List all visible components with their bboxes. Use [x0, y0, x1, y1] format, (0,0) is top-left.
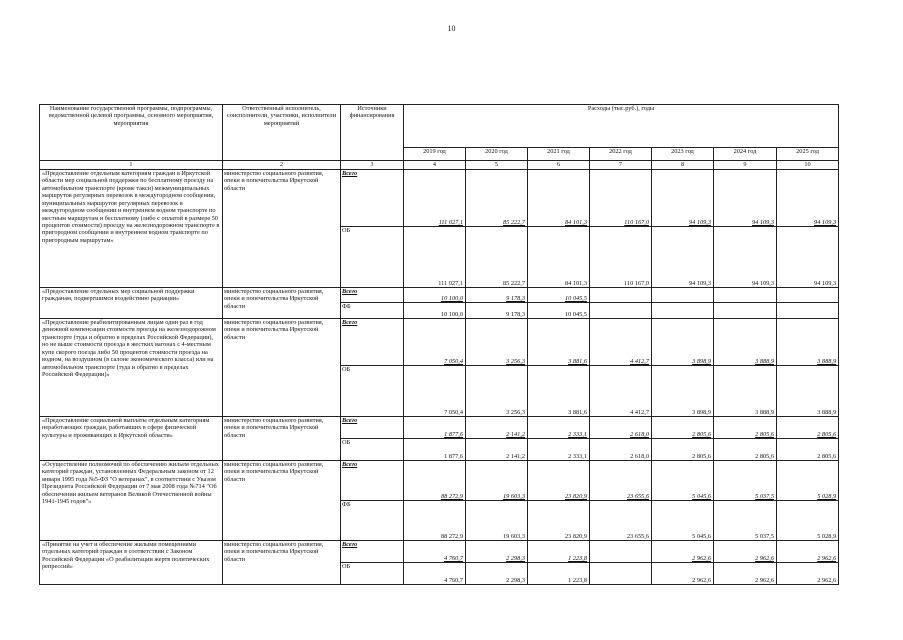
value-total: 2 962,6: [652, 541, 714, 563]
value-ob: 2 962,6: [652, 563, 714, 585]
program-name: «Принятие на учет и обеспечение жилыми помещениями отдельных категорий граждан в соответствии с Законом Российской Федерации «О реабилитации жертв политических репрессий»: [40, 541, 223, 585]
table-row: [40, 461, 839, 501]
table-row: [40, 541, 839, 563]
executor-name: министерство социального развития, опеки и попечительства Иркутской области: [223, 319, 341, 417]
value-ob: 7 050,4: [404, 366, 466, 417]
header-year: 2022 год: [590, 148, 652, 161]
value-ob: 2 333,1: [528, 439, 590, 461]
value-total: [652, 288, 714, 303]
value-total: 2 141,2: [466, 417, 528, 439]
source-label: ОБ: [341, 366, 404, 417]
header-expenses: Расходы (тыс.руб.), годы: [404, 105, 839, 148]
value-ob: [590, 303, 652, 319]
value-total: 111 027,1: [404, 170, 466, 227]
value-total: 10 045,5: [528, 288, 590, 303]
value-total: 2 805,6: [777, 417, 839, 439]
value-ob: [590, 563, 652, 585]
value-total: 2 618,0: [590, 417, 652, 439]
source-label: ФБ: [341, 501, 404, 541]
value-ob: 9 178,3: [466, 303, 528, 319]
value-total: 84 101,3: [528, 170, 590, 227]
value-total: 2 805,6: [714, 417, 777, 439]
value-total: [590, 541, 652, 563]
value-total: [777, 288, 839, 303]
value-ob: 110 167,0: [590, 227, 652, 288]
value-total: 5 028,9: [777, 461, 839, 501]
column-number: 2: [223, 161, 341, 170]
value-ob: 23 655,6: [590, 501, 652, 541]
table-row: [40, 319, 839, 366]
program-name: «Предоставление реабилитированным лицам один раз в год денежной компенсации стоимости проезда на железнодорожном транспорте (туда и обратно в пределах Российской Федерации), но не выше стоимости проезда в жестких вагонах с 4-местным купе скорого поезда либо 50 процентов стоимости проезда на водном, на воздушном (в салоне экономического класса) или на автомобильном транспорте (туда и обратно в пределах Российской Федерации)»: [40, 319, 223, 417]
value-total: 2 805,6: [652, 417, 714, 439]
value-ob: 94 109,3: [714, 227, 777, 288]
value-total: 94 109,3: [714, 170, 777, 227]
value-ob: [652, 303, 714, 319]
source-label: ФБ: [341, 303, 404, 319]
value-ob: 5 037,5: [714, 501, 777, 541]
value-ob: 111 027,1: [404, 227, 466, 288]
table-row: [40, 170, 839, 227]
value-ob: 2 298,3: [466, 563, 528, 585]
executor-name: министерство социального развития, опеки и попечительства Иркутской области: [223, 288, 341, 319]
value-ob: 3 898,9: [652, 366, 714, 417]
value-ob: 85 222,7: [466, 227, 528, 288]
value-ob: 3 888,9: [714, 366, 777, 417]
value-ob: 2 141,2: [466, 439, 528, 461]
header-year: 2025 год: [777, 148, 839, 161]
source-total-label: Всего: [342, 541, 358, 548]
program-name: «Осуществление полномочий по обеспечению жильем отдельных категорий граждан, установленных Федеральным законом от 12 января 1995 года №5-ФЗ "О ветеранах", в соответствии с Указом Президента Российской Федерации от 7 мая 2008 года №714 "Об обеспечении жильем ветеранов Великой Отечественной войны 1941-1945 годов"»: [40, 461, 223, 541]
header-year: 2024 год: [714, 148, 777, 161]
value-total: [590, 288, 652, 303]
source-label: ОБ: [341, 227, 404, 288]
executor-name: министерство социального развития, опеки и попечительства Иркутской области: [223, 541, 341, 585]
value-ob: 23 820,9: [528, 501, 590, 541]
value-total: 9 178,3: [466, 288, 528, 303]
value-total: 2 962,6: [777, 541, 839, 563]
source-total-label: Всего: [342, 319, 358, 326]
header-year: 2019 год: [404, 148, 466, 161]
column-number: 4: [404, 161, 466, 170]
program-name: «Предоставление отдельных мер социальной поддержки гражданам, подвергшимся воздействию радиации»: [40, 288, 223, 319]
header-year: 2023 год: [652, 148, 714, 161]
header-executor: Ответственный исполнитель, соисполнители, участники, исполнители мероприятий: [223, 105, 341, 161]
source-total-label: Всего: [342, 288, 358, 295]
source-total-label: Всего: [342, 417, 358, 424]
value-ob: 2 962,6: [777, 563, 839, 585]
value-ob: 10 100,0: [404, 303, 466, 319]
budget-table: [39, 104, 839, 585]
value-ob: 2 618,0: [590, 439, 652, 461]
column-number: 3: [341, 161, 404, 170]
value-ob: 94 109,3: [652, 227, 714, 288]
value-total: 2 962,6: [714, 541, 777, 563]
value-total: 4 760,7: [404, 541, 466, 563]
column-number: 6: [528, 161, 590, 170]
value-ob: 2 805,6: [714, 439, 777, 461]
header-program: Наименование государственной программы, подпрограммы, ведомственной целевой программы, основного мероприятия, мероприятия: [40, 105, 223, 161]
value-ob: 4 760,7: [404, 563, 466, 585]
column-number: 7: [590, 161, 652, 170]
table-row: [40, 288, 839, 303]
value-total: 94 109,3: [652, 170, 714, 227]
value-ob: 19 603,3: [466, 501, 528, 541]
value-total: 3 256,3: [466, 319, 528, 366]
value-ob: 2 805,6: [777, 439, 839, 461]
value-ob: 1 877,6: [404, 439, 466, 461]
value-ob: 2 962,6: [714, 563, 777, 585]
header-year: 2020 год: [466, 148, 528, 161]
value-total: 4 412,7: [590, 319, 652, 366]
header-source: Источники финансирования: [341, 105, 404, 161]
value-total: 7 050,4: [404, 319, 466, 366]
executor-name: министерство социального развития, опеки и попечительства Иркутской области: [223, 417, 341, 461]
page-number: 10: [447, 24, 456, 33]
program-name: «Предоставление отдельным категориям граждан в Иркутской области мер социальной поддержки по бесплатному проезду на автомобильном транспорте (кроме такси) межмуниципальных маршрутов регулярных перевозок в междугородном сообщении, муниципальных маршрутов регулярных перевозок в междугородном сообщении и внутреннем водном транспорте по местным маршрутам и бесплатному (либо с оплатой в размере 50 процентов стоимости) проезду на железнодорожном транспорте в пригородном сообщении и внутреннем водном транспорте по пригородным маршрутам»: [40, 170, 223, 288]
value-ob: [777, 303, 839, 319]
value-ob: 2 805,6: [652, 439, 714, 461]
value-ob: 1 223,8: [528, 563, 590, 585]
value-total: 5 037,5: [714, 461, 777, 501]
value-ob: 88 272,9: [404, 501, 466, 541]
program-name: «Предоставление социальной выплаты отдельным категориям неработающих граждан, работавших в сфере физической культуры и проживающих в Иркутской области»: [40, 417, 223, 461]
source-label: ОБ: [341, 563, 404, 585]
value-total: 88 272,9: [404, 461, 466, 501]
value-ob: 3 888,9: [777, 366, 839, 417]
value-total: 3 888,9: [777, 319, 839, 366]
value-ob: 5 028,9: [777, 501, 839, 541]
value-total: 23 820,9: [528, 461, 590, 501]
value-total: 94 109,3: [777, 170, 839, 227]
value-total: 2 333,1: [528, 417, 590, 439]
value-total: 3 888,9: [714, 319, 777, 366]
value-ob: 10 045,5: [528, 303, 590, 319]
executor-name: министерство социального развития, опеки и попечительства Иркутской области: [223, 170, 341, 288]
value-ob: 5 045,6: [652, 501, 714, 541]
column-number: 9: [714, 161, 777, 170]
value-ob: 4 412,7: [590, 366, 652, 417]
value-ob: 3 881,6: [528, 366, 590, 417]
source-total-label: Всего: [342, 461, 358, 468]
executor-name: министерство социального развития, опеки и попечительства Иркутской области: [223, 461, 341, 541]
source-label: ОБ: [341, 439, 404, 461]
value-total: 1 877,6: [404, 417, 466, 439]
header-year: 2021 год: [528, 148, 590, 161]
value-ob: 3 256,3: [466, 366, 528, 417]
value-total: [714, 288, 777, 303]
value-total: 10 100,0: [404, 288, 466, 303]
value-total: 19 603,3: [466, 461, 528, 501]
value-total: 5 045,6: [652, 461, 714, 501]
column-number: 5: [466, 161, 528, 170]
value-total: 1 223,8: [528, 541, 590, 563]
value-total: 85 222,7: [466, 170, 528, 227]
table-row: [40, 417, 839, 439]
value-total: 110 167,0: [590, 170, 652, 227]
column-number: 10: [777, 161, 839, 170]
value-total: 2 298,3: [466, 541, 528, 563]
value-total: 3 881,6: [528, 319, 590, 366]
value-ob: 84 101,3: [528, 227, 590, 288]
column-number: 8: [652, 161, 714, 170]
value-ob: 94 109,3: [777, 227, 839, 288]
value-total: 23 655,6: [590, 461, 652, 501]
source-total-label: Всего: [342, 170, 358, 177]
column-number: 1: [40, 161, 223, 170]
value-total: 3 898,9: [652, 319, 714, 366]
value-ob: [714, 303, 777, 319]
